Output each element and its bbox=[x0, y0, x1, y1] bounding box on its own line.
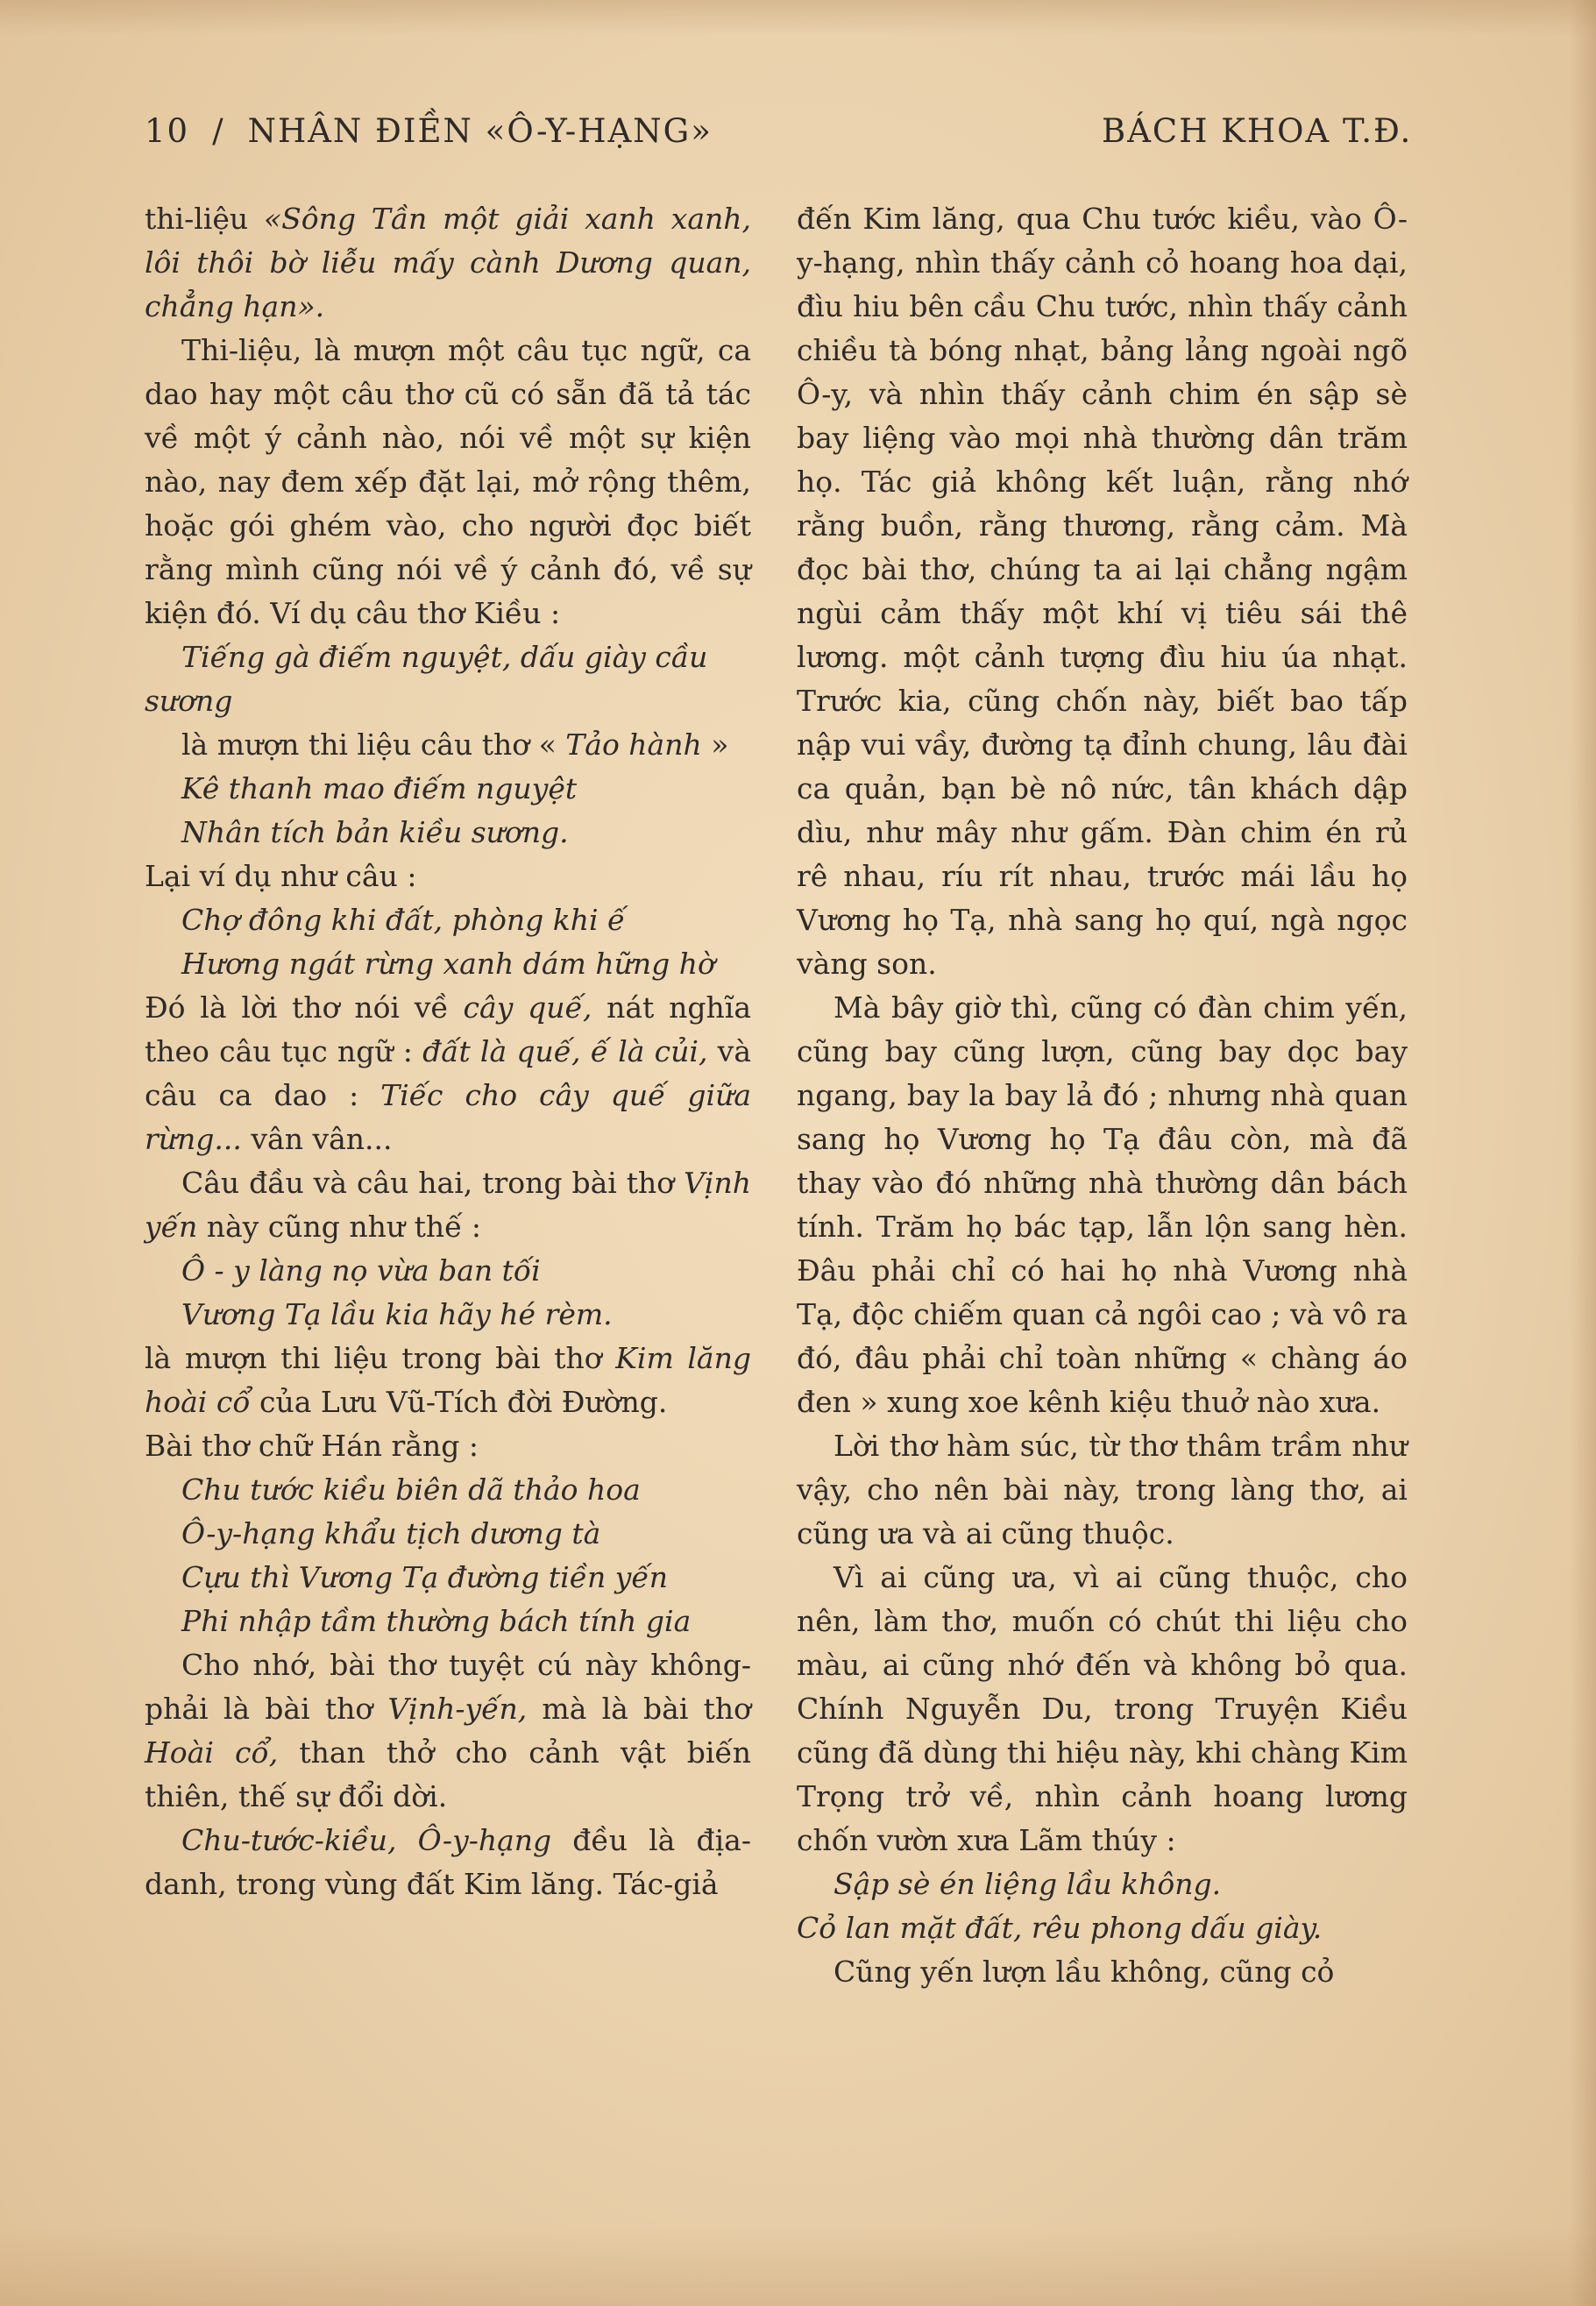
paragraph: Lời thơ hàm súc, từ thơ thâm trầm như vậy, cho nên bài này, trong làng thơ, ai cũng ưa và ai cũng thuộc. bbox=[797, 1429, 1408, 1550]
verse-line: Chu tước kiều biên dã thảo hoa bbox=[181, 1472, 641, 1507]
verse-line: Chợ đông khi đất, phòng khi ế bbox=[181, 903, 626, 937]
paragraph: Câu đầu và câu hai, trong bài thơ Vịnh yến này cũng như thế : bbox=[145, 1166, 751, 1244]
paragraph: Bài thơ chữ Hán rằng : bbox=[145, 1429, 479, 1463]
header-separator: / bbox=[212, 112, 225, 150]
paragraph: đến Kim lăng, qua Chu tước kiều, vào Ô-y-hạng, nhìn thấy cảnh cỏ hoang hoa dại, đìu hiu bên cầu Chu tước, nhìn thấy cảnh chiều tà bóng nhạt, bảng lảng ngoài ngõ Ô-y, và nhìn thấy cảnh chim én sập sè bay liệng vào mọi nhà thường dân trăm họ. Tác giả không kết luận, rằng nhớ rằng buồn, rằng thương, rằng cảm. Mà đọc bài thơ, chúng ta ai lại chẳng ngậm ngùi cảm thấy một khí vị tiêu sái thê lương. một cảnh tượng đìu hiu úa nhạt. Trước kia, cũng chốn này, biết bao tấp nập vui vầy, đường tạ đỉnh chung, lâu đài ca quản, bạn bè nô nức, tân khách dập dìu, như mây như gấm. Đàn chim én rủ rê nhau, ríu rít nhau, trước mái lầu họ Vương họ Tạ, nhà sang họ quí, ngà ngọc vàng son. bbox=[797, 202, 1408, 981]
paper-edge-stain bbox=[0, 0, 1596, 35]
verse-line: Vương Tạ lầu kia hãy hé rèm. bbox=[181, 1297, 613, 1331]
text-column-right bbox=[797, 197, 1408, 1994]
article-title: NHÂN ĐIỀN «Ô-Y-HẠNG» bbox=[247, 112, 713, 150]
poem-title: Tảo hành bbox=[565, 727, 702, 762]
paper-edge-stain bbox=[1570, 0, 1596, 2306]
quoted-verse: «Sông Tần một giải xanh xanh, lôi thôi bờ liễu mấy cành Dương quan, chẳng hạn». bbox=[145, 202, 751, 323]
page-number: 10 bbox=[145, 112, 190, 150]
paragraph: Đó là lời thơ nói về cây quế, nát nghĩa theo câu tục ngữ : đất là quế, ế là củi, và câu ca dao : Tiếc cho cây quế giữa rừng... vân vân... bbox=[145, 990, 751, 1156]
verse-line-continuation: sương bbox=[145, 684, 233, 718]
verse-line: Nhân tích bản kiều sương. bbox=[181, 815, 569, 849]
verse-line: Ô - y làng nọ vừa ban tối bbox=[181, 1253, 541, 1288]
verse-line: Kê thanh mao điếm nguyệt bbox=[181, 771, 578, 805]
journal-name: BÁCH KHOA T.Đ. bbox=[1102, 112, 1413, 150]
running-header-left bbox=[145, 112, 713, 156]
paragraph: là mượn thi liệu trong bài thơ Kim lăng hoài cổ của Lưu Vũ-Tích đời Đường. bbox=[145, 1341, 751, 1419]
paragraph: Vì ai cũng ưa, vì ai cũng thuộc, cho nên, làm thơ, muốn có chút thi liệu cho màu, ai cũng nhớ đến và không bỏ qua. Chính Nguyễn Du, trong Truyện Kiều cũng đã dùng thi hiệu này, khi chàng Kim Trọng trở về, nhìn cảnh hoang lương chốn vườn xưa Lãm thúy : bbox=[797, 1560, 1408, 1857]
paragraph: thi-liệu «Sông Tần một giải xanh xanh, lôi thôi bờ liễu mấy cành Dương quan, chẳng hạn». bbox=[145, 202, 751, 323]
paragraph: Thi-liệu, là mượn một câu tục ngữ, ca dao hay một câu thơ cũ có sẵn đã tả tác về một ý cảnh nào, nói về một sự kiện nào, nay đem xếp đặt lại, mở rộng thêm, hoặc gói ghém vào, cho người đọc biết rằng mình cũng nói về ý cảnh đó, về sự kiện đó. Ví dụ câu thơ Kiều : bbox=[145, 333, 751, 630]
paragraph: Mà bây giờ thì, cũng có đàn chim yến, cũng bay cũng lượn, cũng bay dọc bay ngang, bay la bay lả đó ; nhưng nhà quan sang họ Vương họ Tạ đâu còn, mà đã thay vào đó những nhà thường dân bách tính. Trăm họ bác tạp, lẫn lộn sang hèn. Đâu phải chỉ có hai họ nhà Vương nhà Tạ, độc chiếm quan cả ngôi cao ; và vô ra đó, đâu phải chỉ toàn những « chàng áo đen » xung xoe kênh kiệu thuở nào xưa. bbox=[797, 990, 1408, 1419]
verse-line: Sập sè én liệng lầu không. bbox=[833, 1867, 1222, 1901]
paper-edge-stain bbox=[0, 2227, 1596, 2306]
paragraph: là mượn thi liệu câu thơ « Tảo hành » bbox=[181, 727, 729, 762]
verse-line: Ô-y-hạng khẩu tịch dương tà bbox=[181, 1516, 601, 1550]
verse-line: Phi nhập tầm thường bách tính gia bbox=[181, 1604, 692, 1638]
paragraph: Chu-tước-kiều, Ô-y-hạng đều là địa-danh, trong vùng đất Kim lăng. Tác-giả bbox=[145, 1823, 751, 1901]
paragraph: Cũng yến lượn lầu không, cũng cỏ bbox=[833, 1955, 1335, 1989]
verse-line: Cỏ lan mặt đất, rêu phong dấu giày. bbox=[797, 1911, 1323, 1945]
paragraph: Lại ví dụ như câu : bbox=[145, 859, 417, 893]
paragraph: Cho nhớ, bài thơ tuyệt cú này không-phải là bài thơ Vịnh-yến, mà là bài thơ Hoài cổ, than thở cho cảnh vật biến thiên, thế sự đổi dời. bbox=[145, 1648, 751, 1813]
verse-line: Tiếng gà điếm nguyệt, dấu giày cầu bbox=[181, 640, 708, 674]
text-column-left bbox=[145, 197, 751, 1906]
verse-line: Cựu thì Vương Tạ đường tiền yến bbox=[181, 1560, 668, 1594]
verse-line: Hương ngát rừng xanh dám hững hờ bbox=[181, 947, 715, 981]
